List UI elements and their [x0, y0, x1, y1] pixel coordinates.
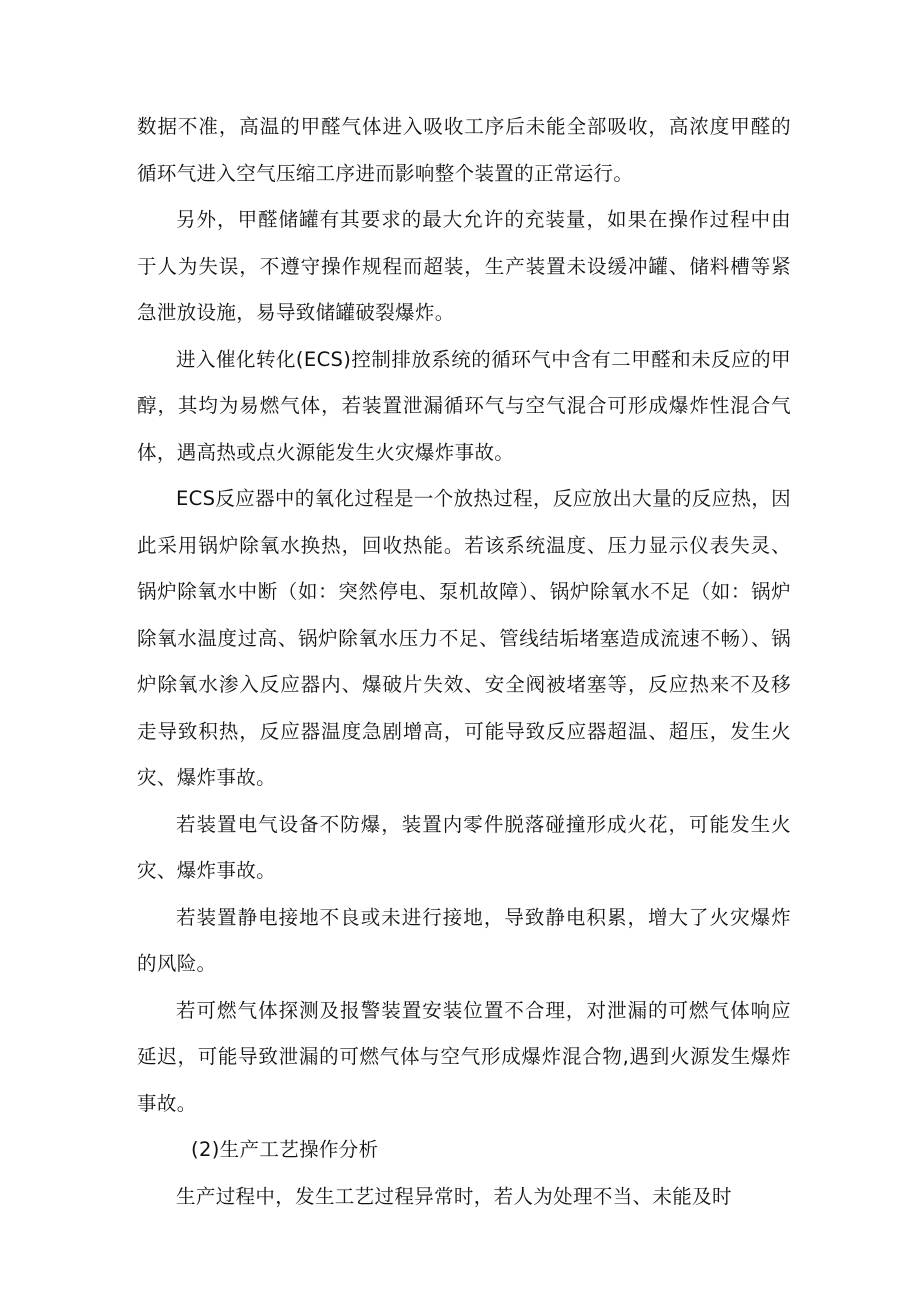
- paragraph-6: 若装置静电接地不良或未进行接地，导致静电积累，增大了火灾爆炸的风险。: [137, 905, 791, 975]
- paragraph-1: 数据不准，高温的甲醛气体进入吸收工序后未能全部吸收，高浓度甲醛的循环气进入空气压缩工序进而影响整个装置的正常运行。: [137, 115, 791, 185]
- paragraph-7: 若可燃气体探测及报警装置安装位置不合理，对泄漏的可燃气体响应延迟，可能导致泄漏的可燃气体与空气形成爆炸混合物,遇到火源发生爆炸事故。: [137, 998, 791, 1115]
- paragraph-4: ECS反应器中的氧化过程是一个放热过程，反应放出大量的反应热，因此采用锅炉除氧水换热，回收热能。若该系统温度、压力显示仪表失灵、锅炉除氧水中断（如：突然停电、泵机故障）、锅炉除氧水不足（如：锅炉除氧水温度过高、锅炉除氧水压力不足、管线结垢堵塞造成流速不畅）、锅炉除氧水渗入反应器内、爆破片失效、安全阀被堵塞等，反应热来不及移走导致积热，反应器温度急剧增高，可能导致反应器超温、超压，发生火灾、爆炸事故。: [137, 487, 792, 789]
- document-body: [137, 104, 791, 1220]
- paragraph-2: 另外，甲醛储罐有其要求的最大允许的充装量，如果在操作过程中由于人为失误，不遵守操作规程而超装，生产装置未设缓冲罐、储料槽等紧急泄放设施，易导致储罐破裂爆炸。: [137, 208, 791, 324]
- paragraph-3: 进入催化转化(ECS)控制排放系统的循环气中含有二甲醛和未反应的甲醇，其均为易燃气体，若装置泄漏循环气与空气混合可形成爆炸性混合气体，遇高热或点火源能发生火灾爆炸事故。: [137, 347, 791, 464]
- section-heading: (2)生产工艺操作分析: [191, 1138, 379, 1161]
- paragraph-5: 若装置电气设备不防爆，装置内零件脱落碰撞形成火花，可能发生火灾、爆炸事故。: [137, 812, 791, 882]
- paragraph-8: 生产过程中，发生工艺过程异常时，若人为处理不当、未能及时: [176, 1184, 732, 1208]
